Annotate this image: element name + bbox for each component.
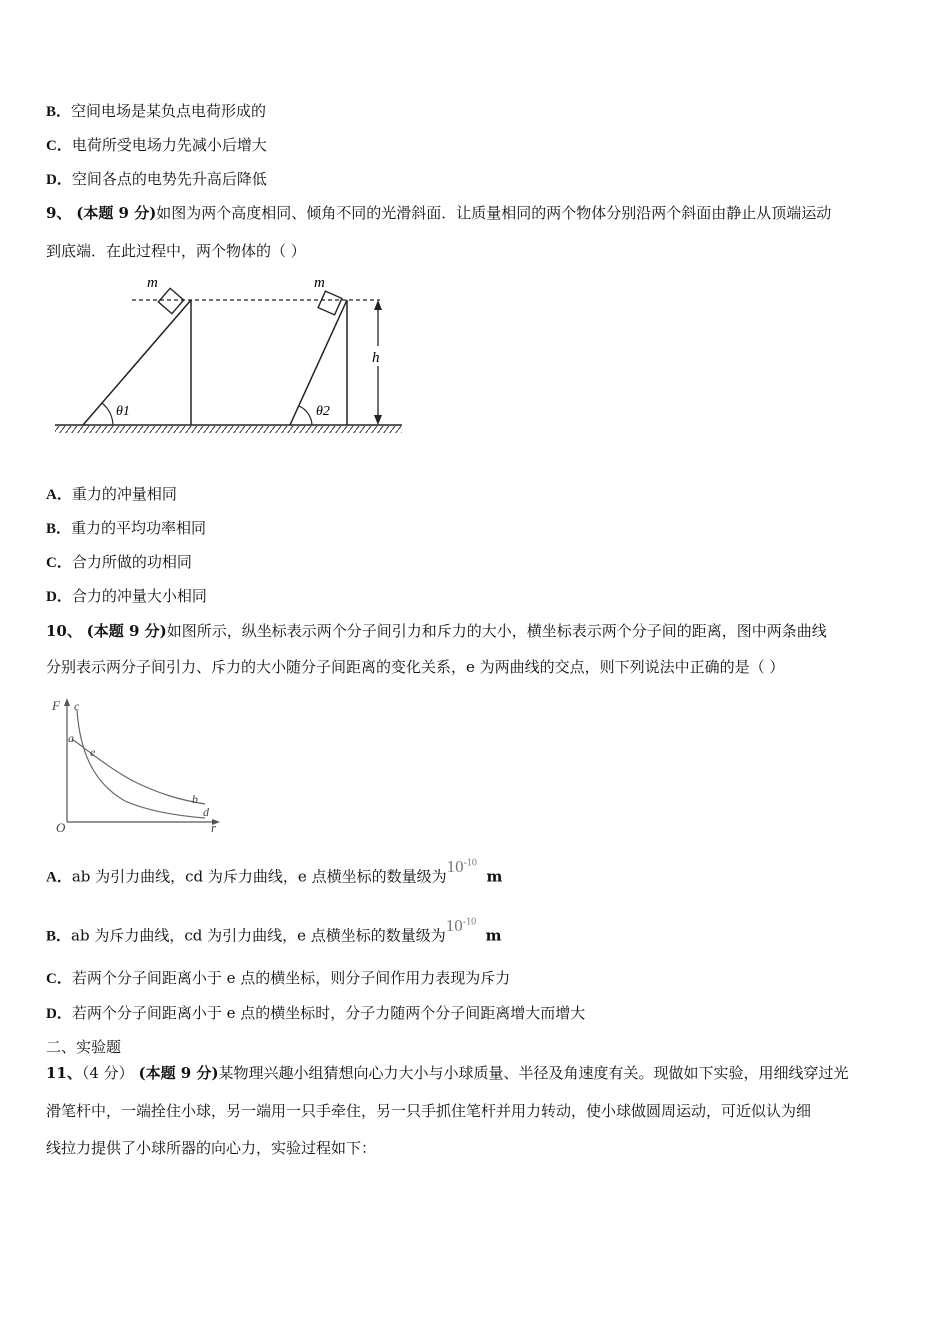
q10-option-c <box>46 968 510 989</box>
question-number: 11、 <box>46 1064 82 1082</box>
option-label: C． <box>46 555 72 571</box>
q10-option-b <box>46 915 502 947</box>
power-of-ten <box>447 857 477 876</box>
left-incline <box>83 300 191 425</box>
option-label: B． <box>46 104 72 120</box>
question-number: 10、 <box>46 622 82 640</box>
question-text: 分别表示两分子间引力、斥力的大小随分子间距离的变化关系，e 为两曲线的交点，则下列说法中正确的是（ ） <box>46 658 785 676</box>
angle-label-2 <box>316 404 330 419</box>
option-text: 电荷所受电场力先减小后增大 <box>71 136 267 154</box>
inclined-planes-figure <box>50 270 410 440</box>
option-text: 空间各点的电势先升高后降低 <box>71 170 267 188</box>
option-text: 若两个分子间距离小于 e 点的横坐标时，分子力随两个分子间距离增大而增大 <box>71 1004 586 1022</box>
question-text: 如图所示，纵坐标表示两个分子间引力和斥力的大小，横坐标表示两个分子间的距离，图中两条曲线 <box>166 622 827 640</box>
q9-option-d <box>46 586 207 607</box>
section-title-text: 二、实验题 <box>46 1038 122 1056</box>
power-base: 10 <box>446 856 464 876</box>
right-block <box>318 291 342 315</box>
q10-option-d <box>46 1003 585 1024</box>
origin-label: O <box>56 820 66 835</box>
option-label: C． <box>46 138 72 154</box>
curve-label-c: c <box>74 699 80 713</box>
curve-label-a: a <box>68 731 74 745</box>
q9-option-c <box>46 552 192 573</box>
power-exponent: -10 <box>463 857 477 868</box>
q8-option-d <box>46 169 267 190</box>
q11-line1 <box>46 1063 849 1083</box>
curve-cd <box>77 710 205 818</box>
option-text: 若两个分子间距离小于 e 点的横坐标，则分子间作用力表现为斥力 <box>71 969 511 987</box>
left-block <box>158 288 183 313</box>
unit: m <box>486 867 503 886</box>
power-base: 10 <box>445 915 463 935</box>
q9-stem-line2 <box>46 241 306 261</box>
power-exponent: -10 <box>462 916 477 927</box>
angle-1: θ1 <box>116 404 130 419</box>
angle-label-1 <box>116 404 130 419</box>
question-score: （4 分） <box>81 1064 134 1082</box>
molecular-force-figure <box>50 694 230 839</box>
q9-option-b <box>46 518 206 539</box>
q11-line3 <box>46 1138 376 1158</box>
x-axis-label: r <box>211 820 217 835</box>
mass-label-right: m <box>314 275 325 291</box>
option-label: A． <box>46 869 72 886</box>
question-text: 线拉力提供了小球所器的向心力，实验过程如下： <box>46 1139 377 1157</box>
mass-label-left: m <box>147 275 158 291</box>
angle-2: θ2 <box>316 404 330 419</box>
question-text: 如图为两个高度相同、倾角不同的光滑斜面．让质量相同的两个物体分别沿两个斜面由静止从顶端运动 <box>156 204 832 222</box>
q10-stem-line2 <box>46 657 784 677</box>
y-axis-label: F <box>52 698 60 713</box>
section-title <box>46 1037 121 1057</box>
option-label: D． <box>46 1006 72 1022</box>
q9-option-a <box>46 484 177 505</box>
question-number: 9、 <box>46 204 72 222</box>
option-label: D． <box>46 172 72 188</box>
option-text: 空间电场是某负点电荷形成的 <box>71 102 267 120</box>
option-label: B． <box>46 521 72 537</box>
question-text: 到底端．在此过程中，两个物体的（ ） <box>46 242 306 260</box>
height-arrow-top <box>374 300 382 310</box>
option-text: ab 为引力曲线，cd 为斥力曲线，e 点横坐标的数量级为 <box>71 867 447 886</box>
q10-stem-line1 <box>46 621 827 641</box>
q8-option-b <box>46 101 266 122</box>
height-label: h <box>372 350 380 366</box>
question-points: (本题 9 分) <box>138 1064 219 1082</box>
q11-line2 <box>46 1101 811 1121</box>
curve-label-d: d <box>203 805 209 819</box>
power-of-ten <box>446 916 476 935</box>
question-text: 滑笔杆中，一端拴住小球，另一端用一只手牵住，另一只手抓住笔杆并用力转动，使小球做圆周运动，可近似认为细 <box>46 1102 812 1120</box>
option-text: 重力的平均功率相同 <box>71 519 207 537</box>
option-label: D． <box>46 589 72 605</box>
point-label-e: e <box>90 745 96 759</box>
angle-arc-1 <box>102 403 113 425</box>
option-text: 重力的冲量相同 <box>71 485 177 503</box>
height-arrow-bottom <box>374 415 382 425</box>
curve-label-b: b <box>192 792 198 806</box>
option-label: B． <box>46 928 72 945</box>
question-text: 某物理兴趣小组猜想向心力大小与小球质量、半径及角速度有关。现做如下实验，用细线穿过光 <box>218 1064 849 1082</box>
option-text: ab 为斥力曲线，cd 为引力曲线，e 点横坐标的数量级为 <box>71 926 446 945</box>
option-label: A． <box>46 487 72 503</box>
y-axis-arrow <box>64 698 70 706</box>
unit: m <box>485 926 502 945</box>
question-points: (本题 9 分) <box>76 204 157 222</box>
option-text: 合力的冲量大小相同 <box>71 587 207 605</box>
ground-hatch <box>55 426 402 433</box>
q9-stem-line1 <box>46 203 831 223</box>
angle-arc-2 <box>299 406 312 425</box>
q8-option-c <box>46 135 267 156</box>
question-points: (本题 9 分) <box>86 622 167 640</box>
option-text: 合力所做的功相同 <box>71 553 192 571</box>
option-label: C． <box>46 971 72 987</box>
q10-option-a <box>46 856 503 888</box>
